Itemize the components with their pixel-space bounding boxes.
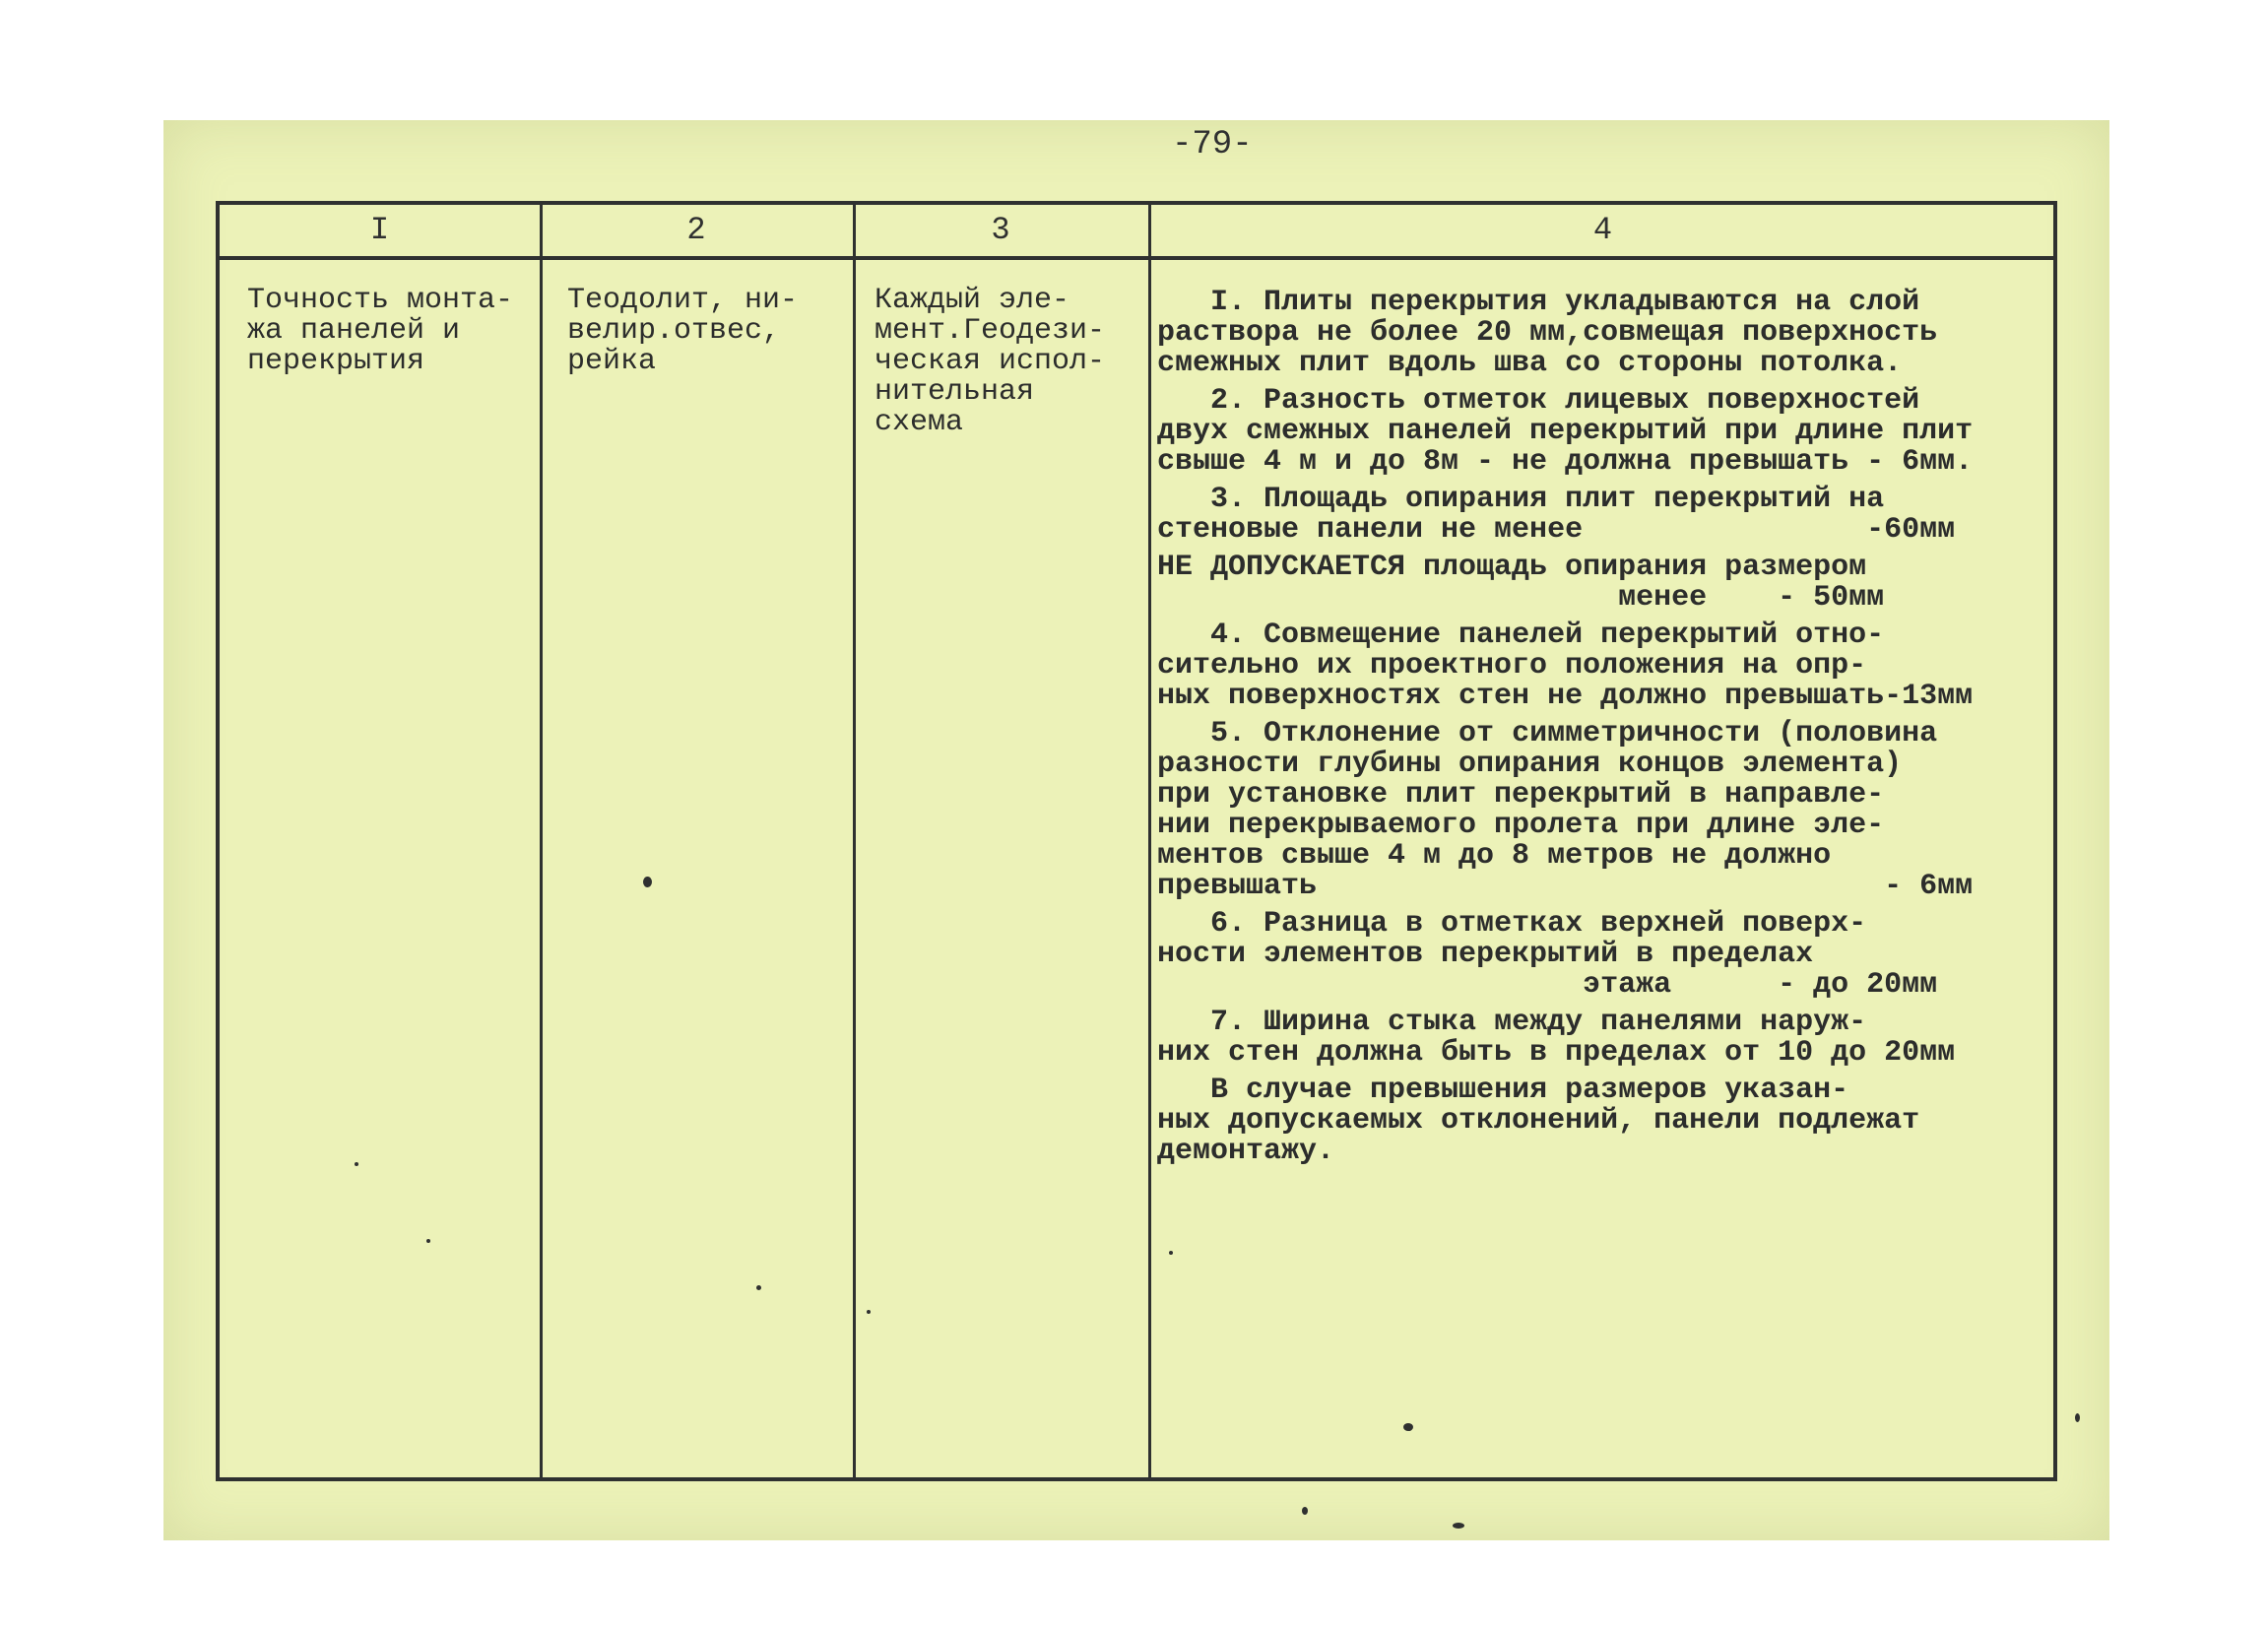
scan-speck <box>867 1310 871 1314</box>
requirement-paragraph: 6. Разница в отметках верхней поверх- ности элементов перекрытий в пределах этажа - до 20мм <box>1157 907 1938 1002</box>
cell-instruments: Теодолит, ни- велир.отвес, рейка <box>567 284 799 378</box>
scan-speck <box>2075 1413 2080 1422</box>
table-header-row <box>220 205 2053 260</box>
column-divider <box>1148 205 1151 1477</box>
requirement-paragraph: НЕ ДОПУСКАЕТСЯ площадь опирания размером менее - 50мм <box>1157 551 1885 615</box>
scan-speck <box>1406 1425 1412 1431</box>
column-divider <box>540 205 543 1477</box>
column-divider <box>853 205 856 1477</box>
cell-requirements <box>1157 288 2048 1174</box>
requirement-paragraph: 7. Ширина стыка между панелями наруж- них стен должна быть в пределах от 10 до 20мм <box>1157 1006 1956 1070</box>
scan-speck <box>1453 1523 1464 1529</box>
header-col-1: I <box>369 212 390 248</box>
cell-control-scope: Каждый эле- мент.Геодези- ческая испол- нительная схема <box>875 284 1106 439</box>
scan-speck <box>1302 1507 1308 1515</box>
page-number: -79- <box>1172 126 1253 163</box>
header-col-3: 3 <box>991 212 1010 248</box>
requirement-paragraph: В случае превышения размеров указан- ных допускаемых отклонений, панели подлежат демонтажу. <box>1157 1074 1920 1168</box>
requirements-table <box>216 201 2057 1481</box>
scan-speck <box>355 1162 358 1166</box>
cell-operation: Точность монта- жа панелей и перекрытия <box>247 284 514 378</box>
header-col-2: 2 <box>686 212 706 248</box>
header-col-4: 4 <box>1592 212 1613 248</box>
scan-speck <box>643 877 652 887</box>
scan-speck <box>756 1285 761 1290</box>
requirement-paragraph: 5. Отклонение от симметричности (половина разности глубины опирания концов элемента) при установке плит перекрытий в направле- нии перекрываемого пролета при длине эле- ментов свыше 4 м до 8 метров не должно превышать - 6мм <box>1157 717 1974 903</box>
requirement-paragraph: 2. Разность отметок лицевых поверхностей двух смежных панелей перекрытий при длине плит свыше 4 м и до 8м - не должна превышать - 6мм. <box>1157 384 1974 479</box>
requirement-paragraph: I. Плиты перекрытия укладываются на слой раствора не более 20 мм,совмещая поверхность смежных плит вдоль шва со стороны потолка. <box>1157 286 1938 380</box>
scan-speck <box>1169 1251 1173 1255</box>
scan-speck <box>426 1239 430 1243</box>
requirement-paragraph: 3. Площадь опирания плит перекрытий на стеновые панели не менее -60мм <box>1157 483 1956 547</box>
requirement-paragraph: 4. Совмещение панелей перекрытий отно- сительно их проектного положения на опр- ных поверхностях стен не должно превышать-13мм <box>1157 619 1974 713</box>
